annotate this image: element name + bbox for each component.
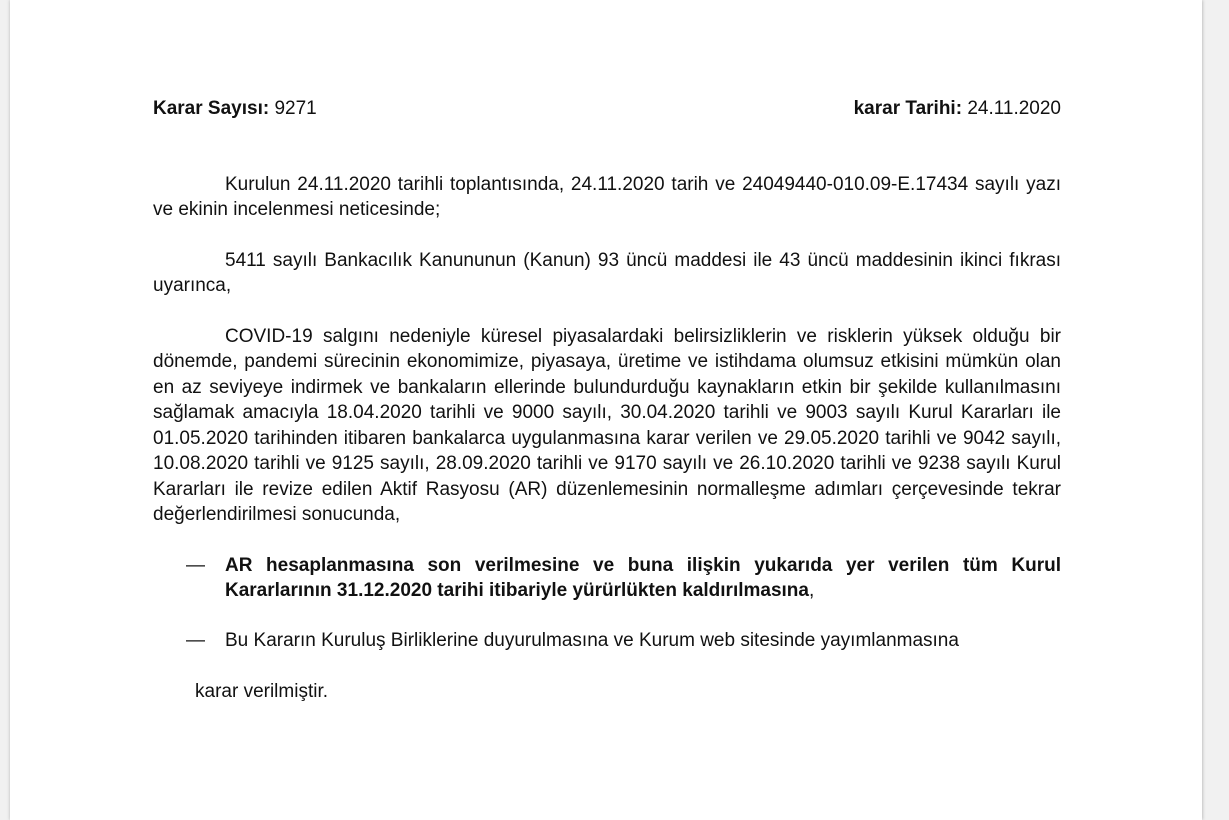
decision-number-label: Karar Sayısı: xyxy=(153,98,270,119)
document-page xyxy=(10,0,1202,820)
decision-header xyxy=(153,96,1061,122)
decision-number-value: 9271 xyxy=(274,98,317,119)
paragraph-meeting: Kurulun 24.11.2020 tarihli toplantısında, 24.11.2020 tarih ve 24049440-010.09-E.17434 sayılı yazı ve ekinin incelenmesi neticesinde; xyxy=(153,173,1061,220)
closing-statement: karar verilmiştir. xyxy=(195,681,329,702)
decision-date-value: 24.11.2020 xyxy=(967,98,1061,119)
decision-date-label: karar Tarihi: xyxy=(853,98,963,119)
bullet-tail: , xyxy=(808,580,815,601)
bullet-dash: — xyxy=(186,554,205,576)
paragraph-rationale: COVID-19 salgını nedeniyle küresel piyasalardaki belirsizliklerin ve risklerin yüksek olduğu bir dönemde, pandemi sürecinin ekonomimize, piyasaya, üretime ve istihdama olumsuz etkisini mümkün olan en az seviyeye indirmek ve bankaların ellerinde bulundurduğu kaynakların etkin bir şekilde kullanılmasını sağlamak amacıyla 18.04.2020 tarihli ve 9000 sayılı, 30.04.2020 tarihli ve 9003 sayılı Kurul Kararları ile 01.05.2020 tarihinden itibaren bankalarca uygulanmasına karar verilen ve 29.05.2020 tarihli ve 9042 sayılı, 10.08.2020 tarihli ve 9125 sayılı, 28.09.2020 tarihli ve 9170 sayılı ve 26.10.2020 tarihli ve 9238 sayılı Kurul Kararları ile revize edilen Aktif Rasyosu (AR) düzenlemesinin normalleşme adımları çerçevesinde tekrar değerlendirilmesi sonucunda, xyxy=(153,325,1061,525)
bullet-item-announcement xyxy=(153,628,1061,654)
bullet-text: Bu Kararın Kuruluş Birliklerine duyurulmasına ve Kurum web sitesinde yayımlanmasına xyxy=(225,629,959,651)
bullet-bold-text: AR hesaplanmasına son verilmesine ve buna ilişkin yukarıda yer verilen tüm Kurul Kararlarının 31.12.2020 tarihi itibariyle yürürlükten kaldırılmasına xyxy=(225,554,1061,601)
bullet-item-ar-repeal xyxy=(153,553,1061,604)
paragraph-legal-basis: 5411 sayılı Bankacılık Kanununun (Kanun) 93 üncü maddesi ile 43 üncü maddesinin ikinci fıkrası uyarınca, xyxy=(153,249,1061,296)
decision-number xyxy=(153,96,317,122)
document-body xyxy=(153,96,1061,705)
decision-date xyxy=(854,96,1061,122)
bullet-dash: — xyxy=(186,629,205,651)
